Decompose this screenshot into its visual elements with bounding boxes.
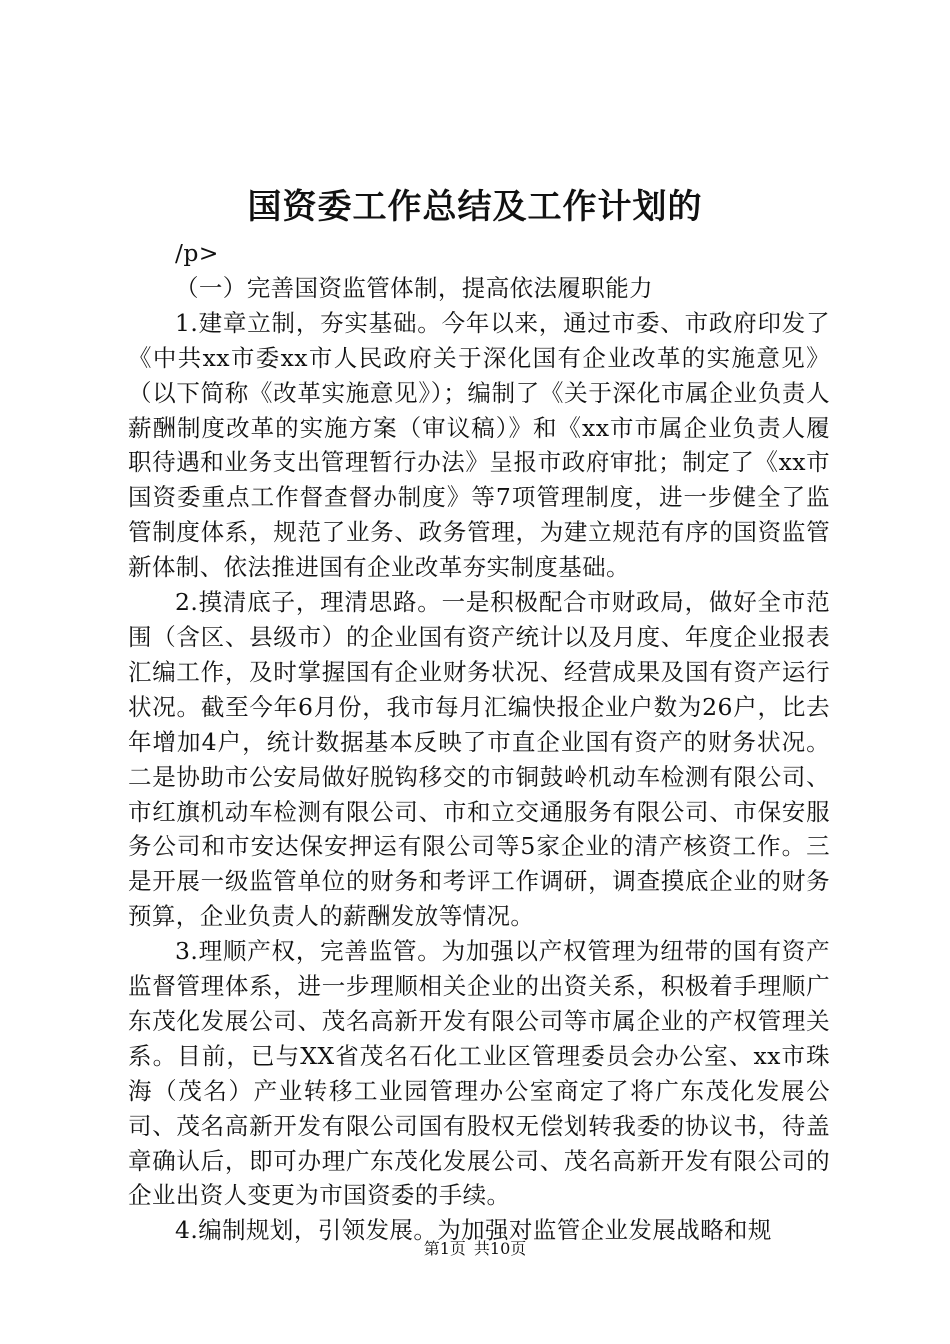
section-heading: （一）完善国资监管体制，提高依法履职能力 [175, 273, 653, 302]
stray-tag-text: /p> [175, 239, 219, 267]
paragraph-4: 4.编制规划，引领发展。为加强对监管企业发展战略和规 [175, 1216, 772, 1245]
paragraph-3: 3.理顺产权，完善监管。为加强以产权管理为纽带的国有资产监督管理体系，进一步理顺相关企业的出资关系，积极着手理顺广东茂化发展公司、茂名高新开发有限公司等市属企业的产权管理关系。目前，已与XX省茂名石化工业区管理委员会办公室、xx市珠海（茂名）产业转移工业园管理办公室商定了将广东茂化发展公司、茂名高新开发有限公司国有股权无偿划转我委的协议书，待盖章确认后，即可办理广东茂化发展公司、茂名高新开发有限公司的企业出资人变更为市国资委的手续。 [128, 937, 830, 1210]
page-footer [0, 1238, 950, 1260]
page-total: 共10页 [473, 1239, 527, 1258]
paragraph-1: 1.建章立制，夯实基础。今年以来，通过市委、市政府印发了《中共xx市委xx市人民政府关于深化国有企业改革的实施意见》（以下简称《改革实施意见》）；编制了《关于深化市属企业负责人薪酬制度改革的实施方案（审议稿）》和《xx市市属企业负责人履职待遇和业务支出管理暂行办法》呈报市政府审批；制定了《xx市国资委重点工作督查督办制度》等7项管理制度，进一步健全了监管制度体系，规范了业务、政务管理，为建立规范有序的国资监管新体制、依法推进国有企业改革夯实制度基础。 [128, 308, 830, 582]
document-body [128, 236, 830, 1248]
page-number: 第1页 [423, 1239, 466, 1258]
document-title: 国资委工作总结及工作计划的 [247, 187, 703, 227]
paragraph-2: 2.摸清底子，理清思路。一是积极配合市财政局，做好全市范围（含区、县级市）的企业国有资产统计以及月度、年度企业报表汇编工作，及时掌握国有企业财务状况、经营成果及国有资产运行状况。截至今年6月份，我市每月汇编快报企业户数为26户，比去年增加4户，统计数据基本反映了市直企业国有资产的财务状况。二是协助市公安局做好脱钩移交的市铜鼓岭机动车检测有限公司、市红旗机动车检测有限公司、市和立交通服务有限公司、市保安服务公司和市安达保安押运有限公司等5家企业的清产核资工作。三是开展一级监管单位的财务和考评工作调研，调查摸底企业的财务预算，企业负责人的薪酬发放等情况。 [128, 588, 830, 931]
